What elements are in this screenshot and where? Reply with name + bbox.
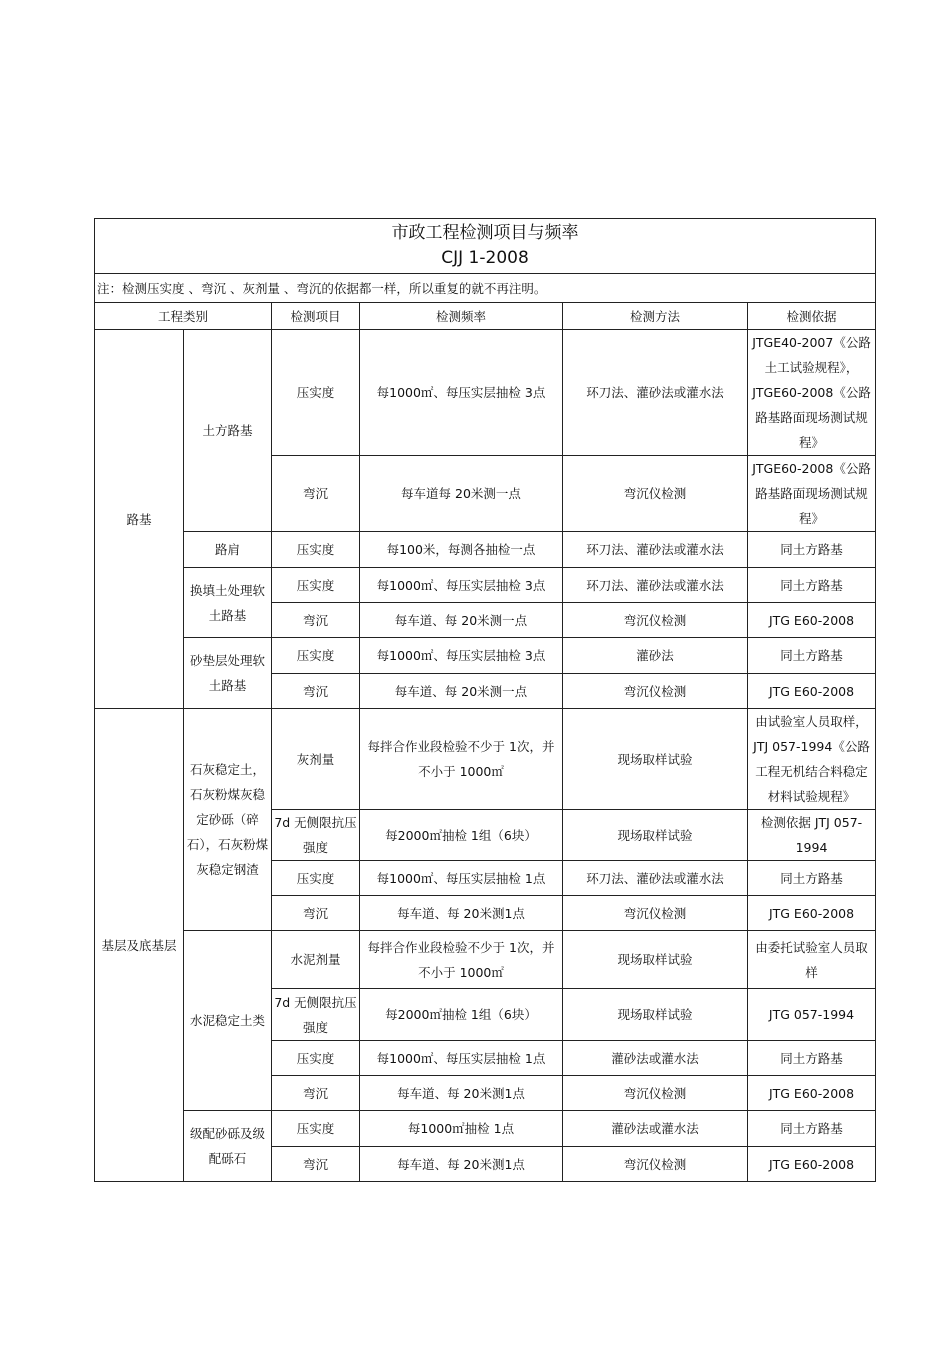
row-item: 压实度 (272, 1041, 360, 1076)
row-item: 7d 无侧限抗压强度 (272, 989, 360, 1041)
row-basis: 同土方路基 (748, 638, 876, 674)
row-method: 灌砂法或灌水法 (563, 1111, 748, 1147)
header-category: 工程类别 (95, 303, 272, 330)
header-basis: 检测依据 (748, 303, 876, 330)
subgroup-cement: 水泥稳定土类 (184, 931, 272, 1111)
row-frequency: 每2000㎡抽检 1组（6块） (360, 810, 563, 861)
row-item: 弯沉 (272, 1147, 360, 1182)
subgroup-lime: 石灰稳定土，石灰粉煤灰稳定砂砾（碎石），石灰粉煤灰稳定钢渣 (184, 709, 272, 931)
row-basis: JTG 057-1994 (748, 989, 876, 1041)
table-row (95, 709, 876, 810)
row-method: 灌砂法 (563, 638, 748, 674)
row-method: 灌砂法或灌水法 (563, 1041, 748, 1076)
table-row (95, 568, 876, 603)
row-method: 弯沉仪检测 (563, 456, 748, 532)
row-frequency: 每车道、每 20米测一点 (360, 674, 563, 709)
header-frequency: 检测频率 (360, 303, 563, 330)
table-title-cell (95, 219, 876, 274)
row-basis: 由试验室人员取样，JTJ 057-1994《公路工程无机结合料稳定材料试验规程》 (748, 709, 876, 810)
document-page (94, 218, 875, 1182)
row-item: 弯沉 (272, 1076, 360, 1111)
group-roadbed: 路基 (95, 330, 184, 709)
row-item: 7d 无侧限抗压强度 (272, 810, 360, 861)
row-frequency: 每1000㎡、每压实层抽检 3点 (360, 330, 563, 456)
row-frequency: 每1000㎡、每压实层抽检 3点 (360, 568, 563, 603)
header-method: 检测方法 (563, 303, 748, 330)
row-basis: 由委托试验室人员取样 (748, 931, 876, 989)
row-item: 压实度 (272, 1111, 360, 1147)
row-basis: JTG E60-2008 (748, 674, 876, 709)
row-frequency: 每1000㎡、每压实层抽检 1点 (360, 1041, 563, 1076)
row-basis: 同土方路基 (748, 532, 876, 568)
group-base: 基层及底基层 (95, 709, 184, 1182)
row-method: 弯沉仪检测 (563, 896, 748, 931)
row-method: 弯沉仪检测 (563, 1076, 748, 1111)
row-frequency: 每车道、每 20米测1点 (360, 1076, 563, 1111)
row-method: 弯沉仪检测 (563, 674, 748, 709)
row-frequency: 每1000㎡、每压实层抽检 1点 (360, 861, 563, 896)
row-method: 环刀法、灌砂法或灌水法 (563, 568, 748, 603)
row-item: 压实度 (272, 532, 360, 568)
row-item: 压实度 (272, 330, 360, 456)
row-frequency: 每车道每 20米测一点 (360, 456, 563, 532)
row-frequency: 每车道、每 20米测1点 (360, 896, 563, 931)
row-basis: JTGE40-2007《公路土工试验规程》，JTGE60-2008《公路路基路面现场测试规程》 (748, 330, 876, 456)
row-item: 水泥剂量 (272, 931, 360, 989)
row-method: 现场取样试验 (563, 989, 748, 1041)
subgroup-replace: 换填土处理软土路基 (184, 568, 272, 638)
row-frequency: 每车道、每 20米测一点 (360, 603, 563, 638)
table-row (95, 330, 876, 456)
header-item: 检测项目 (272, 303, 360, 330)
subgroup-graded: 级配砂砾及级配砾石 (184, 1111, 272, 1182)
row-basis: 同土方路基 (748, 861, 876, 896)
row-item: 弯沉 (272, 674, 360, 709)
row-item: 压实度 (272, 568, 360, 603)
row-frequency: 每1000㎡、每压实层抽检 3点 (360, 638, 563, 674)
row-item: 弯沉 (272, 603, 360, 638)
row-item: 弯沉 (272, 896, 360, 931)
row-method: 环刀法、灌砂法或灌水法 (563, 861, 748, 896)
row-basis: JTGE60-2008《公路路基路面现场测试规程》 (748, 456, 876, 532)
table-standard: CJJ 1-2008 (441, 248, 529, 268)
row-method: 环刀法、灌砂法或灌水法 (563, 330, 748, 456)
row-basis: 检测依据 JTJ 057-1994 (748, 810, 876, 861)
table-title: 市政工程检测项目与频率 (391, 223, 579, 243)
row-method: 环刀法、灌砂法或灌水法 (563, 532, 748, 568)
row-item: 弯沉 (272, 456, 360, 532)
table-row (95, 638, 876, 674)
table-row (95, 532, 876, 568)
row-basis: 同土方路基 (748, 1111, 876, 1147)
row-method: 弯沉仪检测 (563, 603, 748, 638)
row-basis: 同土方路基 (748, 568, 876, 603)
row-basis: JTG E60-2008 (748, 1076, 876, 1111)
subgroup-sand: 砂垫层处理软土路基 (184, 638, 272, 709)
row-method: 现场取样试验 (563, 931, 748, 989)
subgroup-shoulder: 路肩 (184, 532, 272, 568)
row-basis: JTG E60-2008 (748, 896, 876, 931)
row-frequency: 每车道、每 20米测1点 (360, 1147, 563, 1182)
row-item: 压实度 (272, 861, 360, 896)
row-method: 现场取样试验 (563, 709, 748, 810)
row-item: 压实度 (272, 638, 360, 674)
row-frequency: 每1000㎡抽检 1点 (360, 1111, 563, 1147)
row-frequency: 每2000㎡抽检 1组（6块） (360, 989, 563, 1041)
row-basis: JTG E60-2008 (748, 1147, 876, 1182)
subgroup-earth: 土方路基 (184, 330, 272, 532)
table-row (95, 1111, 876, 1147)
table-row (95, 931, 876, 989)
row-frequency: 每拌合作业段检验不少于 1次，并不小于 1000㎡ (360, 709, 563, 810)
row-basis: 同土方路基 (748, 1041, 876, 1076)
row-frequency: 每拌合作业段检验不少于 1次，并不小于 1000㎡ (360, 931, 563, 989)
row-item: 灰剂量 (272, 709, 360, 810)
table-note: 注：检测压实度 、弯沉 、灰剂量 、弯沉的依据都一样，所以重复的就不再注明。 (95, 274, 876, 303)
row-basis: JTG E60-2008 (748, 603, 876, 638)
row-frequency: 每100米，每测各抽检一点 (360, 532, 563, 568)
row-method: 现场取样试验 (563, 810, 748, 861)
row-method: 弯沉仪检测 (563, 1147, 748, 1182)
inspection-table (94, 218, 876, 1182)
